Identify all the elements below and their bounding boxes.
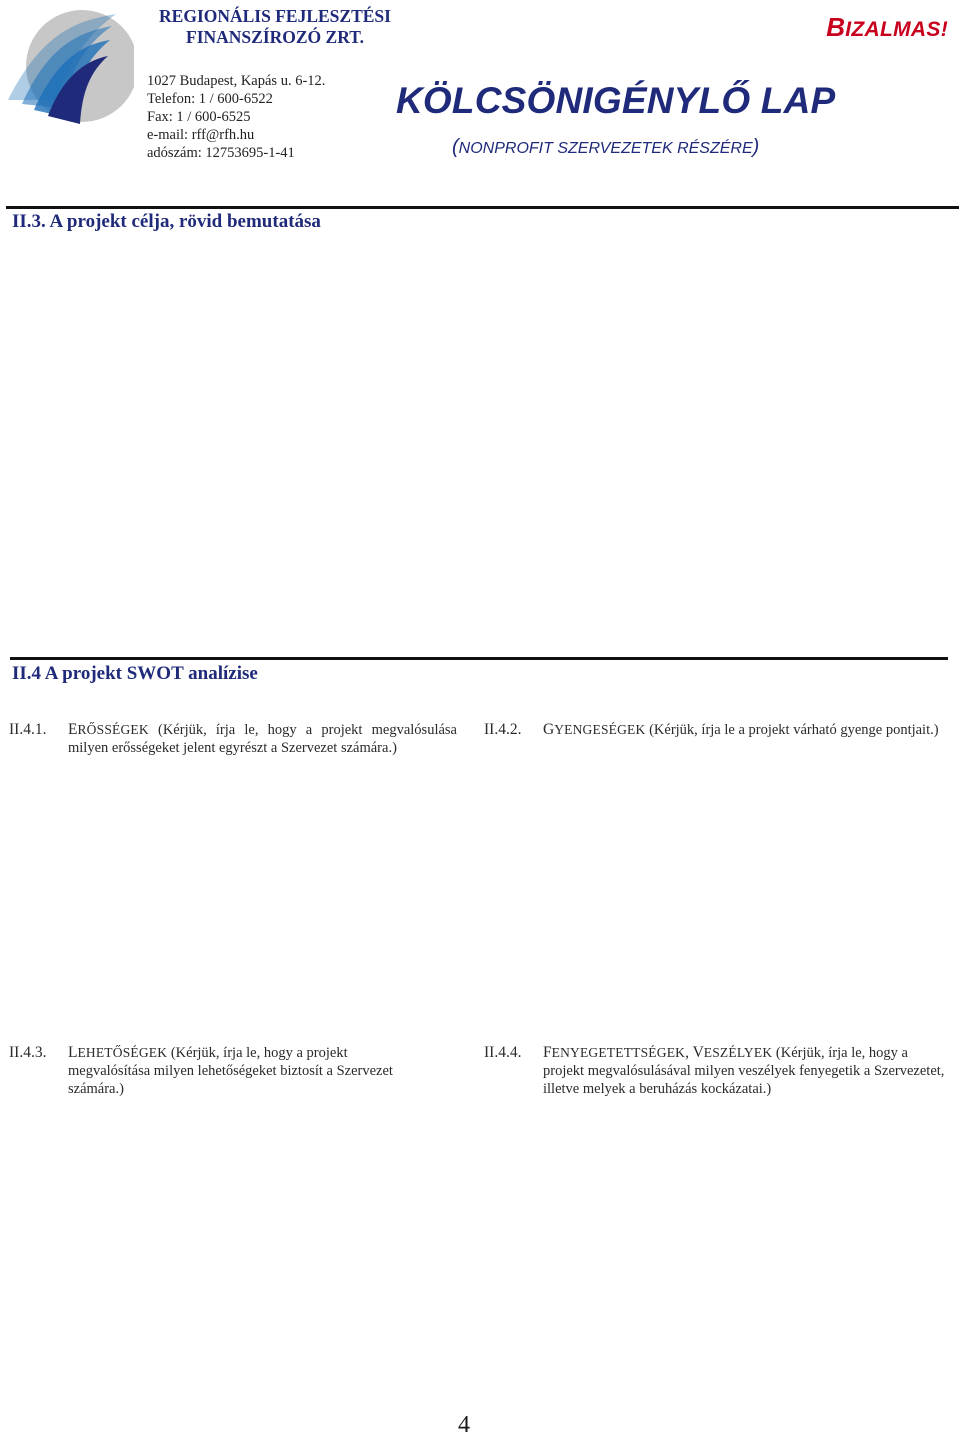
swot-threats (484, 1044, 950, 1104)
swot-opportunities (9, 1044, 419, 1104)
form-subtitle (452, 136, 759, 159)
section-divider (10, 657, 948, 660)
swot-number: II.4.1. (9, 721, 47, 738)
section-heading-project-goal: II.3. A projekt célja, rövid bemutatása (12, 211, 321, 232)
header-divider (6, 206, 959, 209)
subtitle-text: NONPROFIT SZERVEZETEK RÉSZÉRE (458, 140, 753, 157)
subtitle-close-paren: ) (752, 136, 760, 158)
swot-strengths (9, 721, 457, 761)
contact-tax-number: adószám: 12753695-1-41 (147, 145, 295, 161)
form-title: KÖLCSÖNIGÉNYLŐ LAP (396, 80, 836, 121)
contact-phone: Telefon: 1 / 600-6522 (147, 91, 273, 107)
swot-description: FENYEGETETTSÉGEK, VESZÉLYEK (Kérjük, írja le, hogy a projekt megvalósulásával milyen veszélyek fenyegetik a Szervezetet, illetve melyek a beruházás kockázatai.) (543, 1044, 945, 1097)
swot-description: ERŐSSÉGEK (Kérjük, írja le, hogy a projekt megvalósulása milyen erősségeket jelent egyrészt a Szervezet számára.) (68, 721, 457, 756)
swot-description: LEHETŐSÉGEK (Kérjük, írja le, hogy a projekt megvalósítása milyen lehetőségeket biztosít a Szervezet számára.) (68, 1044, 393, 1097)
swot-number: II.4.4. (484, 1044, 522, 1061)
subtitle-open-paren: ( (452, 136, 459, 158)
company-name-line2: FINANSZÍROZÓ ZRT. (186, 27, 364, 47)
page-number: 4 (458, 1412, 470, 1438)
swot-weaknesses (484, 721, 949, 761)
contact-address: 1027 Budapest, Kapás u. 6-12. (147, 73, 326, 89)
swot-number: II.4.2. (484, 721, 522, 738)
company-name (140, 6, 410, 48)
company-name-line1: REGIONÁLIS FEJLESZTÉSI (159, 6, 391, 26)
contact-email: e-mail: rff@rfh.hu (147, 127, 255, 143)
section-heading-swot: II.4 A projekt SWOT analízise (12, 663, 258, 684)
confidential-label (826, 12, 948, 43)
confidential-initial: B (826, 12, 846, 42)
confidential-rest: IZALMAS! (845, 18, 948, 41)
swot-description: GYENGESÉGEK (Kérjük, írja le a projekt várható gyenge pontjait.) (543, 721, 939, 738)
contact-fax: Fax: 1 / 600-6525 (147, 109, 251, 125)
contact-info (147, 72, 325, 162)
swot-number: II.4.3. (9, 1044, 47, 1061)
company-logo (4, 8, 134, 128)
